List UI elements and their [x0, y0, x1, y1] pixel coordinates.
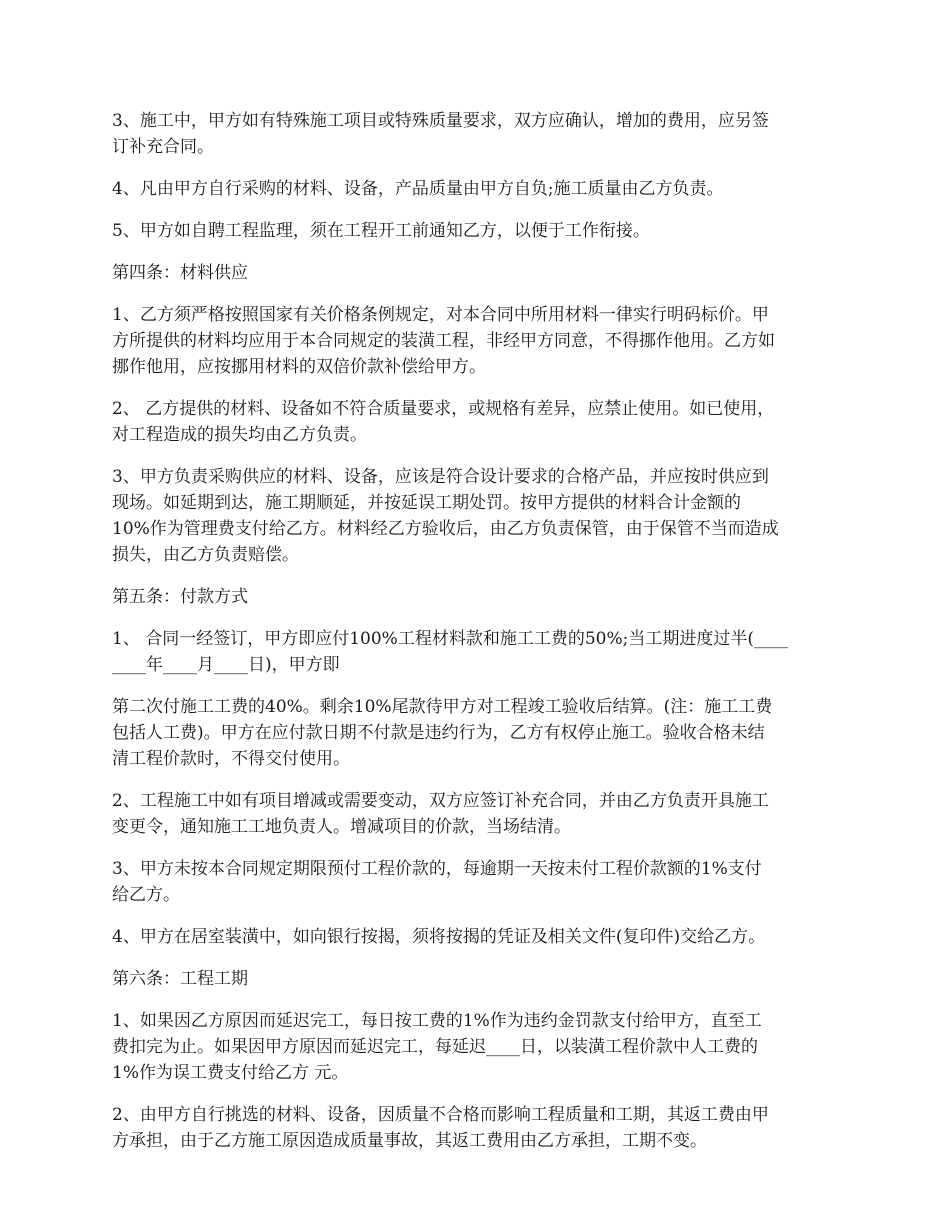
document-paragraph	[112, 694, 842, 772]
paragraph-line: 方承担，由于乙方施工原因造成质量事故，其返工费用由乙方承担，工期不变。	[112, 1131, 707, 1151]
paragraph-line: 订补充合同。	[112, 137, 214, 157]
paragraph-line: 2、由甲方自行挑选的材料、设备，因质量不合格而影响工程质量和工期，其返工费由甲	[112, 1105, 769, 1125]
paragraph-line: 2、工程施工中如有项目增减或需要变动，双方应签订补充合同，并由乙方负责开具施工	[112, 791, 769, 811]
paragraph-line: 3、甲方未按本合同规定期限预付工程价款的，每逾期一天按未付工程价款额的1%支付	[112, 859, 762, 879]
paragraph-line: 挪作他用，应按挪用材料的双倍价款补偿给甲方。	[112, 357, 486, 377]
paragraph-line: 变更令，通知施工工地负责人。增减项目的价款，当场结清。	[112, 817, 571, 837]
paragraph-line: 对工程造成的损失均由乙方负责。	[112, 425, 367, 445]
document-paragraph	[112, 1008, 842, 1086]
document-paragraph	[112, 176, 842, 202]
document-paragraph	[112, 464, 842, 568]
paragraph-line: 方所提供的材料均应用于本合同规定的装潢工程，非经甲方同意，不得挪作他用。乙方如	[112, 331, 775, 351]
document-paragraph	[112, 396, 842, 448]
document-paragraph	[112, 788, 842, 840]
section-heading	[112, 584, 842, 610]
paragraph-line: 1%作为误工费支付给乙方 元。	[112, 1063, 349, 1083]
paragraph-line: 包括人工费)。甲方在应付款日期不付款是违约行为，乙方有权停止施工。验收合格未结	[112, 723, 765, 743]
paragraph-line: 给乙方。	[112, 885, 180, 905]
section-heading	[112, 260, 842, 286]
document-paragraph	[112, 108, 842, 160]
paragraph-line: 费扣完为止。如果因甲方原因而延迟完工，每延迟____日，以装潢工程价款中人工费的	[112, 1037, 758, 1057]
paragraph-line: 2、 乙方提供的材料、设备如不符合质量要求，或规格有差异，应禁止使用。如已使用，	[112, 399, 775, 419]
paragraph-line: 损失，由乙方负责赔偿。	[112, 545, 299, 565]
paragraph-line: 第四条：材料供应	[112, 263, 248, 283]
document-page	[112, 108, 842, 1170]
paragraph-line: 5、甲方如自聘工程监理，须在工程开工前通知乙方，以便于工作衔接。	[112, 221, 650, 241]
document-paragraph	[112, 302, 842, 380]
paragraph-line: 第五条：付款方式	[112, 587, 248, 607]
paragraph-line: 现场。如延期到达，施工期顺延，并按延误工期处罚。按甲方提供的材料合计金额的	[112, 493, 741, 513]
paragraph-line: 第二次付施工工费的40%。剩余10%尾款待甲方对工程竣工验收后结算。(注：施工工费	[112, 697, 773, 717]
paragraph-line: 清工程价款时，不得交付使用。	[112, 749, 350, 769]
document-paragraph	[112, 626, 842, 678]
paragraph-line: 4、凡由甲方自行采购的材料、设备，产品质量由甲方自负;施工质量由乙方负责。	[112, 179, 724, 199]
paragraph-line: ____年____月____日)，甲方即	[112, 655, 340, 675]
paragraph-line: 第六条：工程工期	[112, 969, 248, 989]
paragraph-line: 3、甲方负责采购供应的材料、设备，应该是符合设计要求的合格产品，并应按时供应到	[112, 467, 769, 487]
document-paragraph	[112, 218, 842, 244]
paragraph-line: 3、施工中，甲方如有特殊施工项目或特殊质量要求，双方应确认，增加的费用，应另签	[112, 111, 769, 131]
paragraph-line: 10%作为管理费支付给乙方。材料经乙方验收后，由乙方负责保管，由于保管不当而造成	[112, 519, 779, 539]
document-paragraph	[112, 1102, 842, 1154]
section-heading	[112, 966, 842, 992]
paragraph-line: 1、乙方须严格按照国家有关价格条例规定，对本合同中所用材料一律实行明码标价。甲	[112, 305, 769, 325]
paragraph-line: 1、如果因乙方原因而延迟完工，每日按工费的1%作为违约金罚款支付给甲方，直至工	[112, 1011, 762, 1031]
paragraph-line: 4、甲方在居室装潢中，如向银行按揭，须将按揭的凭证及相关文件(复印件)交给乙方。	[112, 927, 766, 947]
document-paragraph	[112, 924, 842, 950]
paragraph-line: 1、 合同一经签订，甲方即应付100%工程材料款和施工工费的50%;当工期进度过半(____	[112, 629, 788, 649]
document-paragraph	[112, 856, 842, 908]
